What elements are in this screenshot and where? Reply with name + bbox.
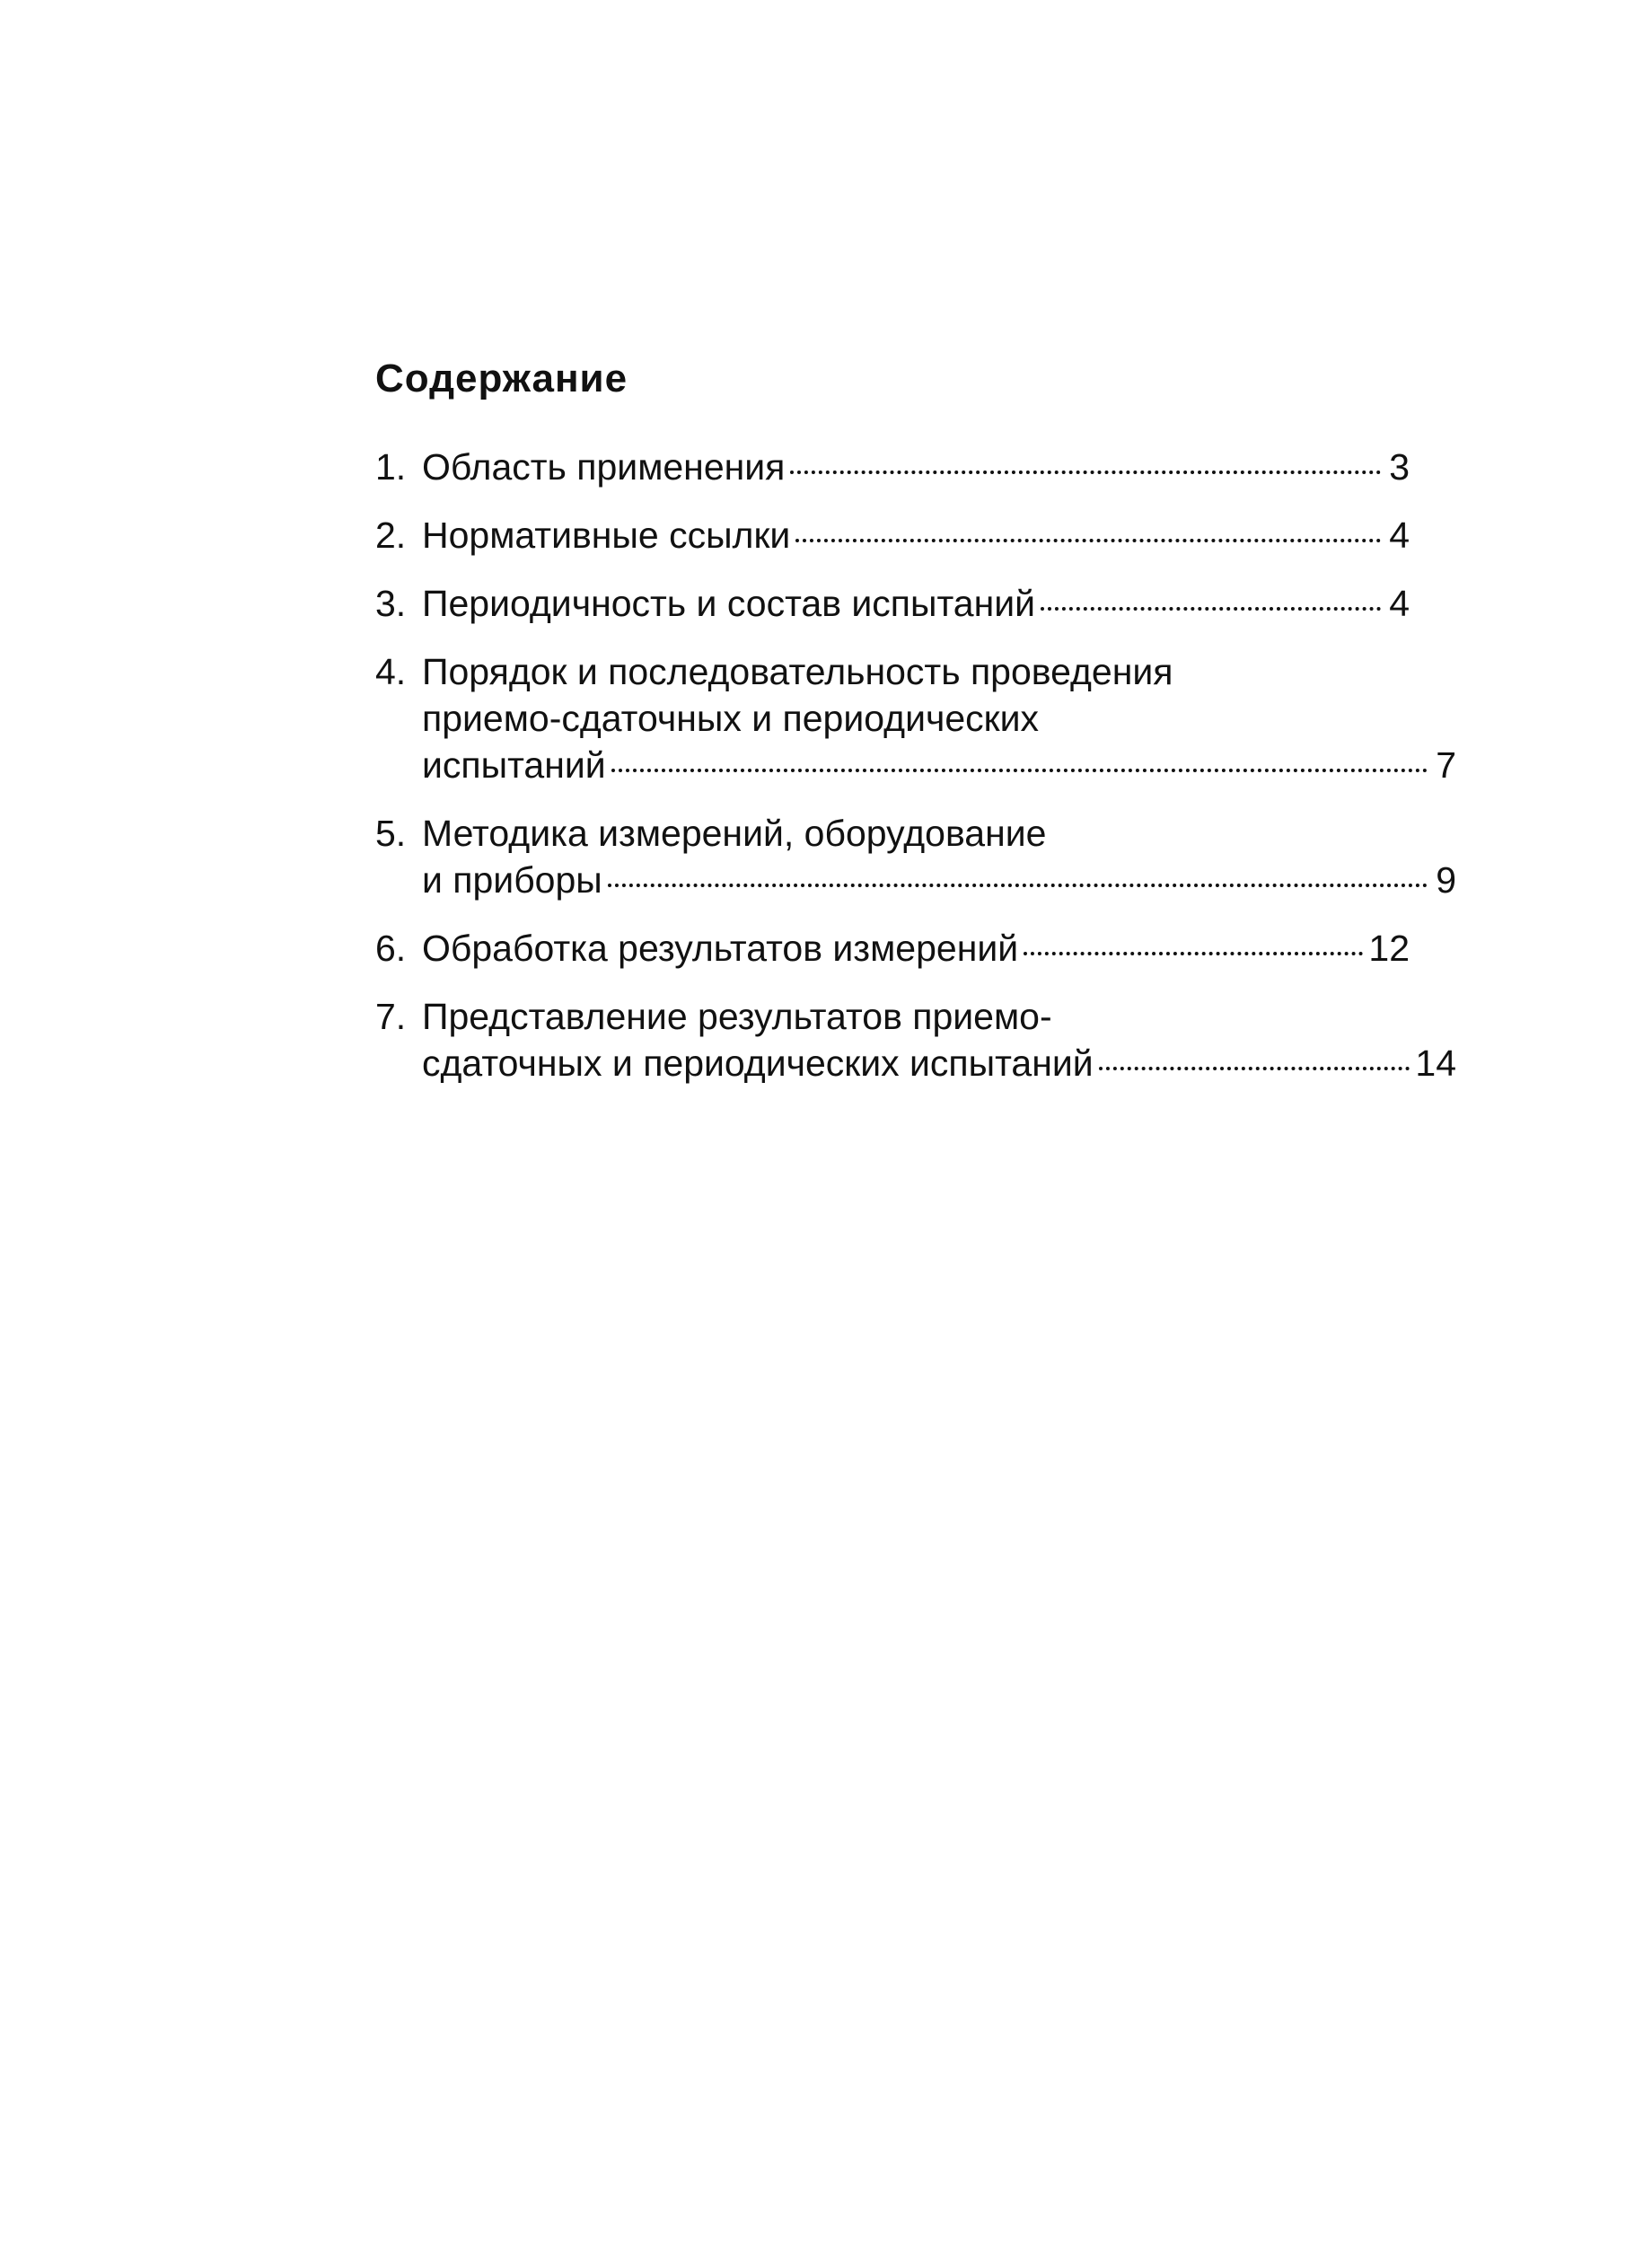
toc-entry-line (375, 444, 1410, 490)
toc-page-number: 14 (1415, 1042, 1456, 1084)
toc-entry-title: Периодичность и состав испытаний (422, 583, 1036, 624)
toc-leader-dots (608, 884, 1428, 887)
toc-leader-dots (1041, 607, 1381, 611)
toc-leader-dots (790, 471, 1381, 474)
toc-entry-title: Методика измерений, оборудование (422, 813, 1047, 854)
toc-page-number: 4 (1389, 583, 1410, 624)
toc-entry-title: Представление результатов приемо- (422, 996, 1052, 1037)
toc-entry (375, 512, 1410, 559)
toc-entry-title: и приборы (422, 859, 602, 901)
toc-entry-title: Нормативные ссылки (422, 515, 791, 556)
toc-page-number: 3 (1389, 446, 1410, 488)
toc-entry-number: 6. (375, 928, 407, 969)
toc-page-number: 7 (1436, 744, 1456, 786)
toc-leader-dots (1024, 952, 1363, 955)
toc-entry-line (375, 810, 1410, 857)
toc-entry-line (375, 580, 1410, 627)
toc-title: Содержание (375, 356, 628, 400)
toc-entry-line (375, 993, 1410, 1040)
toc-entry (375, 993, 1456, 1086)
toc-entry (375, 810, 1456, 903)
toc-entry-number: 1. (375, 446, 407, 488)
toc-page-number: 4 (1389, 515, 1410, 556)
toc-entry-line (375, 857, 1456, 903)
toc-entry (375, 925, 1410, 972)
toc-entries (375, 444, 1456, 1086)
toc-entry-line (375, 742, 1456, 788)
toc-entry (375, 444, 1410, 490)
toc-entry-title: сдаточных и периодических испытаний (422, 1042, 1094, 1084)
toc-entry-line (375, 648, 1410, 695)
toc-entry-title: приемо-сдаточных и периодических (422, 698, 1039, 739)
toc-entry-line (375, 925, 1410, 972)
toc-entry-title: Обработка результатов измерений (422, 928, 1019, 969)
toc-entry-number: 2. (375, 515, 407, 556)
toc-leader-dots (795, 539, 1381, 542)
toc-entry-line (375, 512, 1410, 559)
toc-entry-number: 5. (375, 813, 407, 854)
toc-entry-line (375, 1040, 1456, 1086)
toc-entry-number: 3. (375, 583, 407, 624)
toc-entry-title: Область применения (422, 446, 786, 488)
toc-entry (375, 648, 1456, 788)
toc-entry-title: испытаний (422, 744, 606, 786)
toc-entry (375, 580, 1410, 627)
toc-page-number: 9 (1436, 859, 1456, 901)
toc-entry-number: 7. (375, 996, 407, 1037)
toc-page-number: 12 (1368, 928, 1410, 969)
table-of-contents (375, 356, 1456, 1108)
toc-leader-dots (1099, 1067, 1410, 1070)
toc-entry-title: Порядок и последовательность проведения (422, 651, 1173, 692)
toc-leader-dots (611, 769, 1428, 772)
toc-entry-number: 4. (375, 651, 407, 692)
toc-entry-line (375, 695, 1456, 742)
